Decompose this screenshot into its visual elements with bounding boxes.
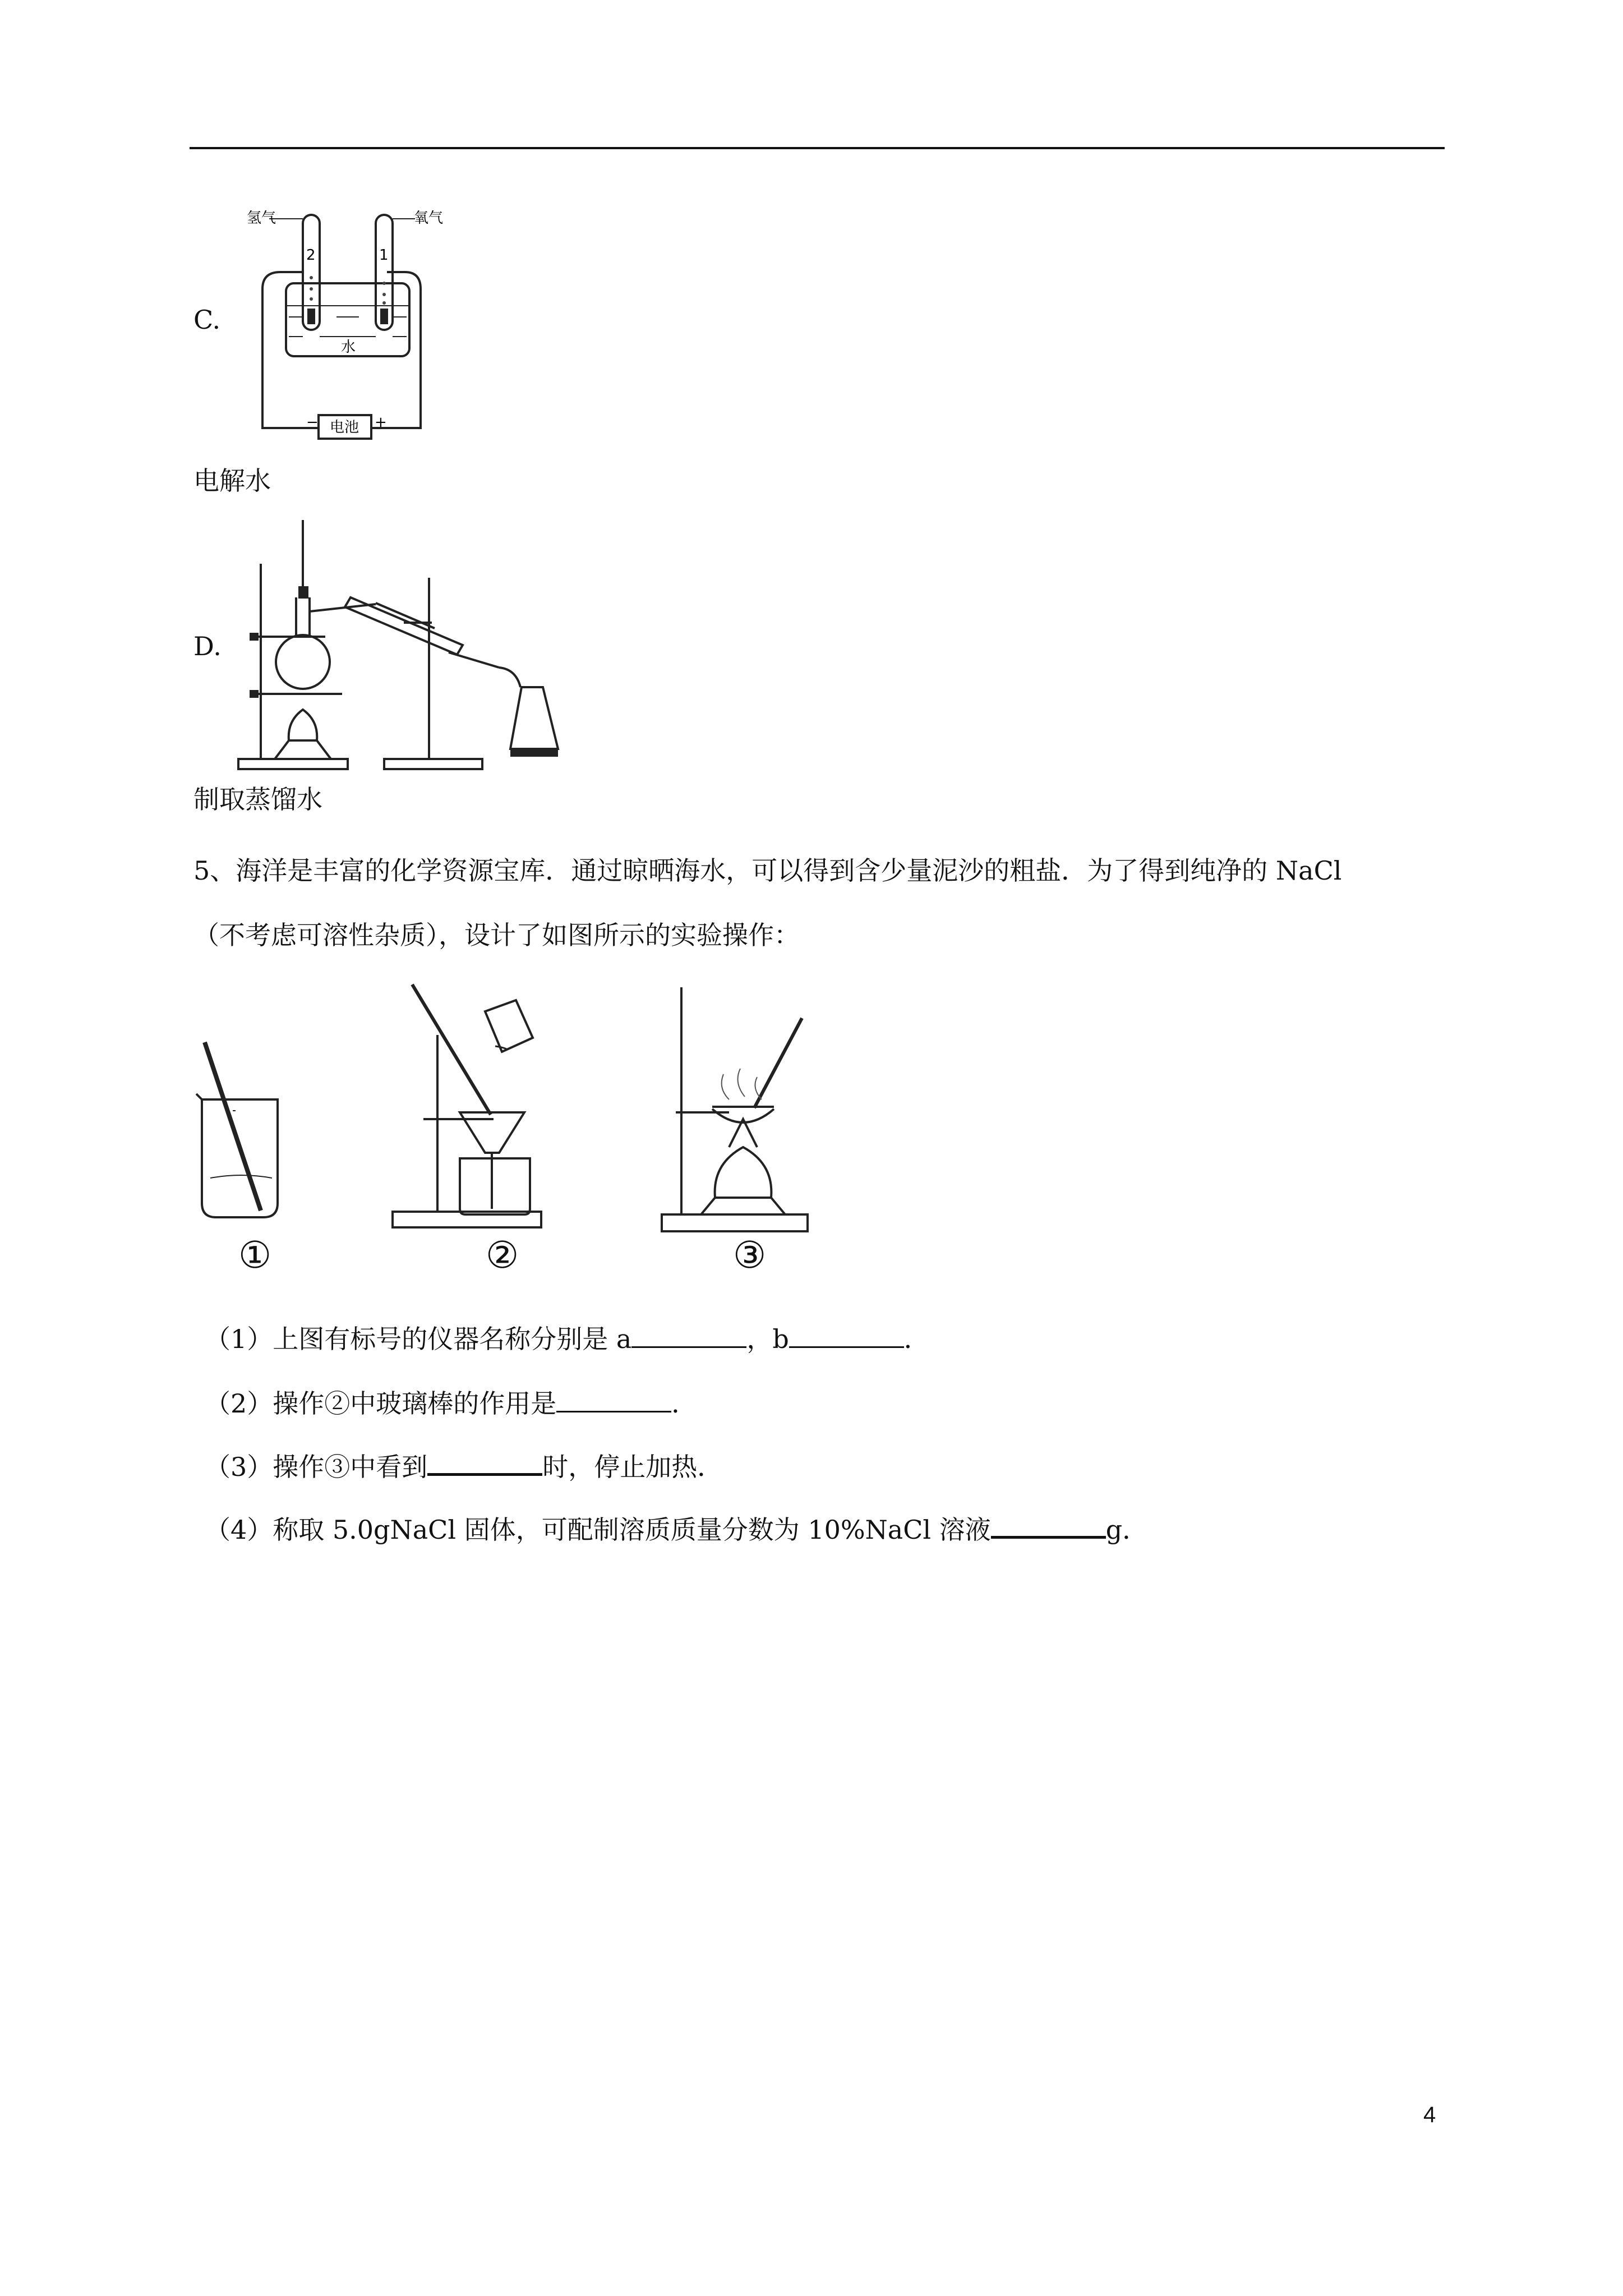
label-hydrogen: 氢气 (247, 210, 276, 227)
option-d-letter: D. (193, 631, 222, 661)
q5-sub2-suffix: ． (671, 1388, 698, 1419)
q5-stem-line2: （不考虑可溶性杂质），设计了如图所示的实验操作： (193, 920, 800, 950)
label-battery: 电池 (330, 419, 359, 436)
filtration-figure (390, 984, 547, 1231)
evaporation-figure (645, 984, 830, 1234)
option-d-caption: 制取蒸馏水 (193, 784, 322, 815)
q5-sub1 (205, 1324, 930, 1355)
q5-sub1-blank-a[interactable] (631, 1325, 746, 1348)
label-minus: − (306, 414, 319, 431)
label-water: 水 (341, 339, 356, 356)
q5-sub1-blank-b[interactable] (789, 1325, 904, 1348)
figure-label-1: ① (238, 1234, 272, 1277)
label-oxygen: 氧气 (414, 210, 444, 227)
option-c-letter: C. (193, 305, 221, 335)
q5-sub2-blank[interactable] (556, 1389, 671, 1412)
q5-sub3-suffix: 时，停止加热． (542, 1452, 723, 1482)
q5-sub3-prefix: （3）操作③中看到 (205, 1452, 428, 1482)
distillation-figure (236, 519, 583, 771)
label-plus: + (375, 414, 387, 431)
page-number: 4 (1423, 2102, 1436, 2127)
figure-label-2: ② (486, 1234, 519, 1277)
q5-sub1-suffix: ． (903, 1324, 930, 1354)
q5-sub1-prefix: （1）上图有标号的仪器名称分别是 a (205, 1324, 632, 1354)
label-tube-right: 1 (379, 247, 389, 264)
option-c-caption: 电解水 (193, 466, 271, 496)
label-tube-left: 2 (306, 247, 316, 264)
electrolysis-figure (247, 199, 444, 440)
q5-sub4-suffix: g． (1105, 1515, 1149, 1545)
q5-sub2-prefix: （2）操作②中玻璃棒的作用是 (205, 1388, 557, 1419)
q5-sub4 (205, 1515, 1148, 1545)
q5-sub1-mid: ，b (746, 1324, 789, 1354)
header-rule (190, 147, 1445, 149)
q5-sub3 (205, 1452, 723, 1483)
q5-sub2 (205, 1388, 697, 1419)
q5-sub4-prefix: （4）称取 5.0gNaCl 固体，可配制溶质质量分数为 10%NaCl 溶液 (205, 1515, 991, 1545)
q5-sub3-blank[interactable] (427, 1452, 542, 1476)
figure-label-3: ③ (733, 1234, 767, 1277)
q5-sub4-blank[interactable] (991, 1515, 1106, 1539)
dissolving-figure (193, 1032, 292, 1223)
q5-stem-line1: 5、海洋是丰富的化学资源宝库．通过晾晒海水，可以得到含少量泥沙的粗盐．为了得到纯净的 NaCl (193, 855, 1342, 886)
